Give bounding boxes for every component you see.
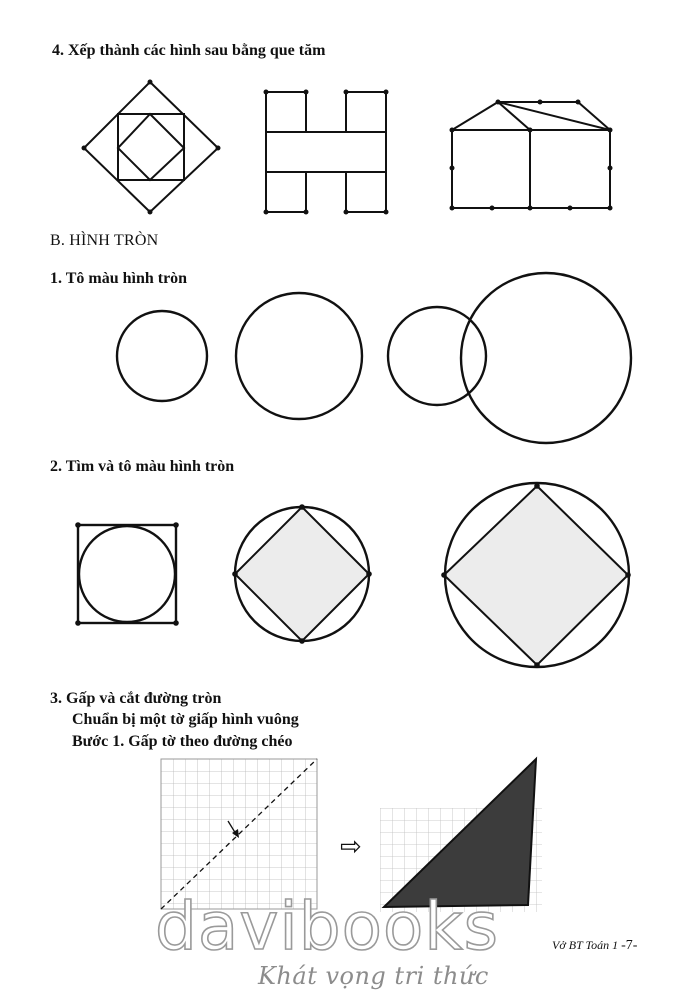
watermark-brand: davibooks bbox=[155, 888, 499, 965]
page-number: -7- bbox=[621, 938, 638, 953]
task3-line2: Bước 1. Gấp tờ theo đường chéo bbox=[72, 733, 293, 750]
watermark-slogan: Khát vọng tri thức bbox=[258, 962, 489, 990]
right-arrow-icon: ⇨ bbox=[340, 832, 362, 862]
section-b-title: B. HÌNH TRÒN bbox=[50, 232, 159, 249]
task1-title: 1. Tô màu hình tròn bbox=[50, 270, 188, 287]
task3-line1: Chuẩn bị một tờ giấp hình vuông bbox=[72, 711, 299, 728]
task2-title: 2. Tìm và tô màu hình tròn bbox=[50, 458, 235, 475]
task3-title: 3. Gấp và cắt đường tròn bbox=[50, 690, 222, 707]
footer-book-title: Vở BT Toán 1 -7- bbox=[552, 938, 638, 953]
task4-title: 4. Xếp thành các hình sau bằng que tăm bbox=[52, 42, 326, 59]
